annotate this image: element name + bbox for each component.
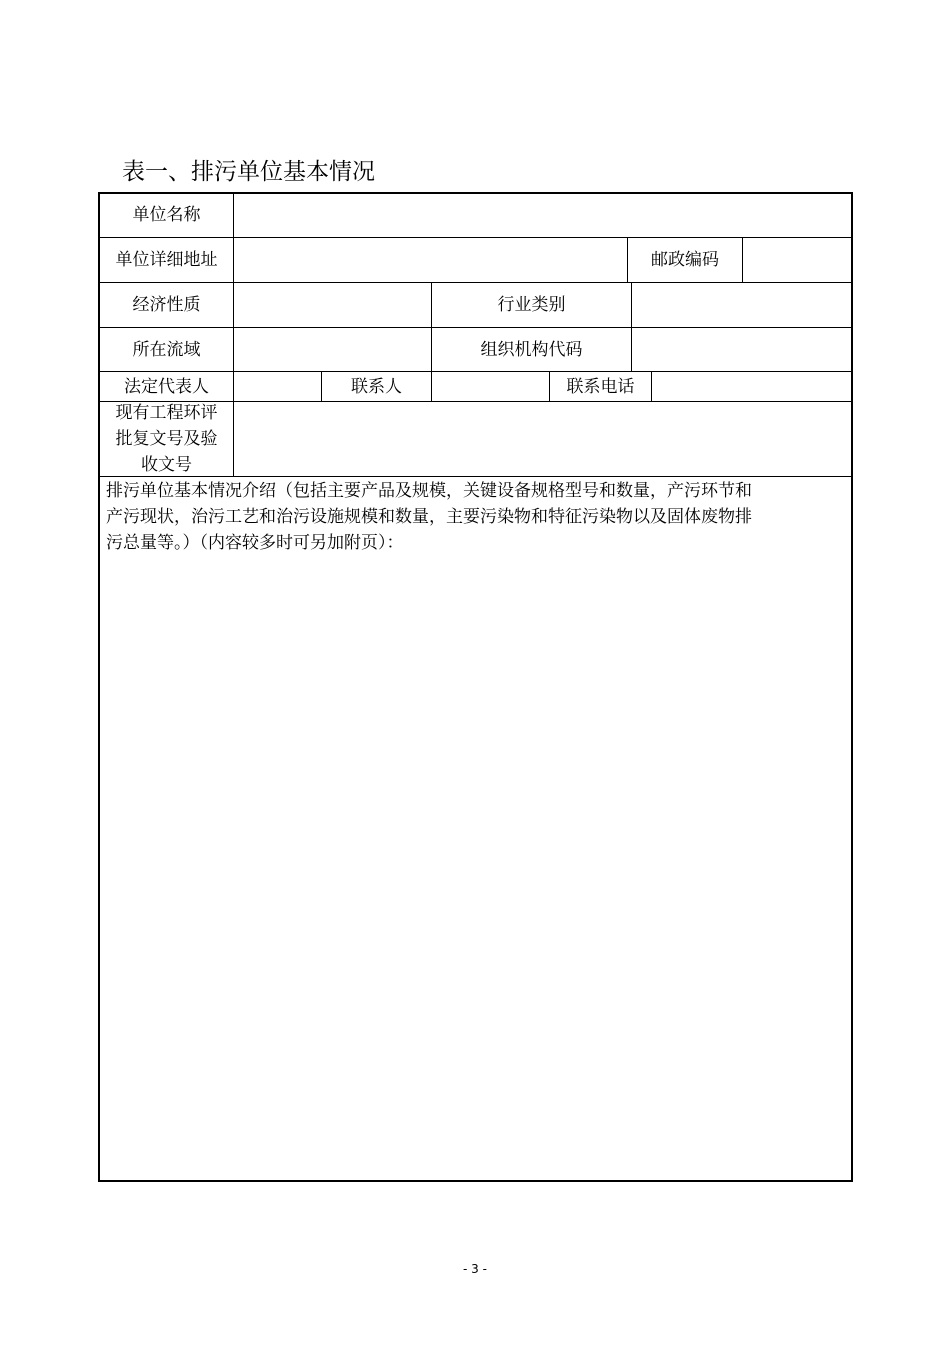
postal-code-label: 邮政编码 — [651, 250, 719, 270]
contact-phone-field[interactable] — [652, 372, 851, 401]
industry-category-label: 行业类别 — [497, 295, 566, 315]
page-title: 表一、排污单位基本情况 — [122, 159, 375, 185]
row-divider — [99, 476, 852, 477]
description-line: 产污现状，治污工艺和治污设施规模和数量，主要污染物和特征污染物以及固体废物排 — [106, 507, 752, 527]
contact-person-field[interactable] — [432, 372, 549, 401]
eia-approval-label-line2: 批复文号及验 — [115, 429, 218, 449]
contact-phone-label: 联系电话 — [566, 376, 635, 397]
postal-code-field[interactable] — [743, 238, 851, 282]
legal-rep-field[interactable] — [234, 372, 321, 401]
industry-category-field[interactable] — [632, 283, 851, 327]
unit-name-field[interactable] — [234, 193, 851, 237]
unit-name-label: 单位名称 — [132, 205, 201, 225]
river-basin-label: 所在流域 — [132, 339, 201, 360]
unit-address-label: 单位详细地址 — [115, 250, 218, 270]
contact-person-label: 联系人 — [351, 376, 402, 397]
river-basin-field[interactable] — [234, 328, 431, 371]
economic-nature-field[interactable] — [234, 283, 431, 327]
description-line: 污总量等。）（内容较多时可另加附页）： — [106, 533, 404, 553]
page-number: - 3 - — [463, 1262, 487, 1276]
description-line: 排污单位基本情况介绍（包括主要产品及规模，关键设备规格型号和数量，产污环节和 — [106, 481, 752, 501]
unit-address-field[interactable] — [234, 238, 627, 282]
eia-approval-label-line3: 收文号 — [141, 455, 192, 475]
legal-rep-label: 法定代表人 — [124, 376, 209, 397]
org-code-field[interactable] — [632, 328, 851, 371]
eia-approval-label — [100, 402, 233, 476]
description-prompt — [106, 478, 806, 556]
economic-nature-label: 经济性质 — [132, 295, 201, 315]
eia-approval-label-line1: 现有工程环评 — [115, 403, 218, 423]
org-code-label: 组织机构代码 — [480, 339, 583, 360]
description-body-field[interactable] — [100, 560, 851, 1180]
eia-approval-field[interactable] — [234, 402, 851, 476]
